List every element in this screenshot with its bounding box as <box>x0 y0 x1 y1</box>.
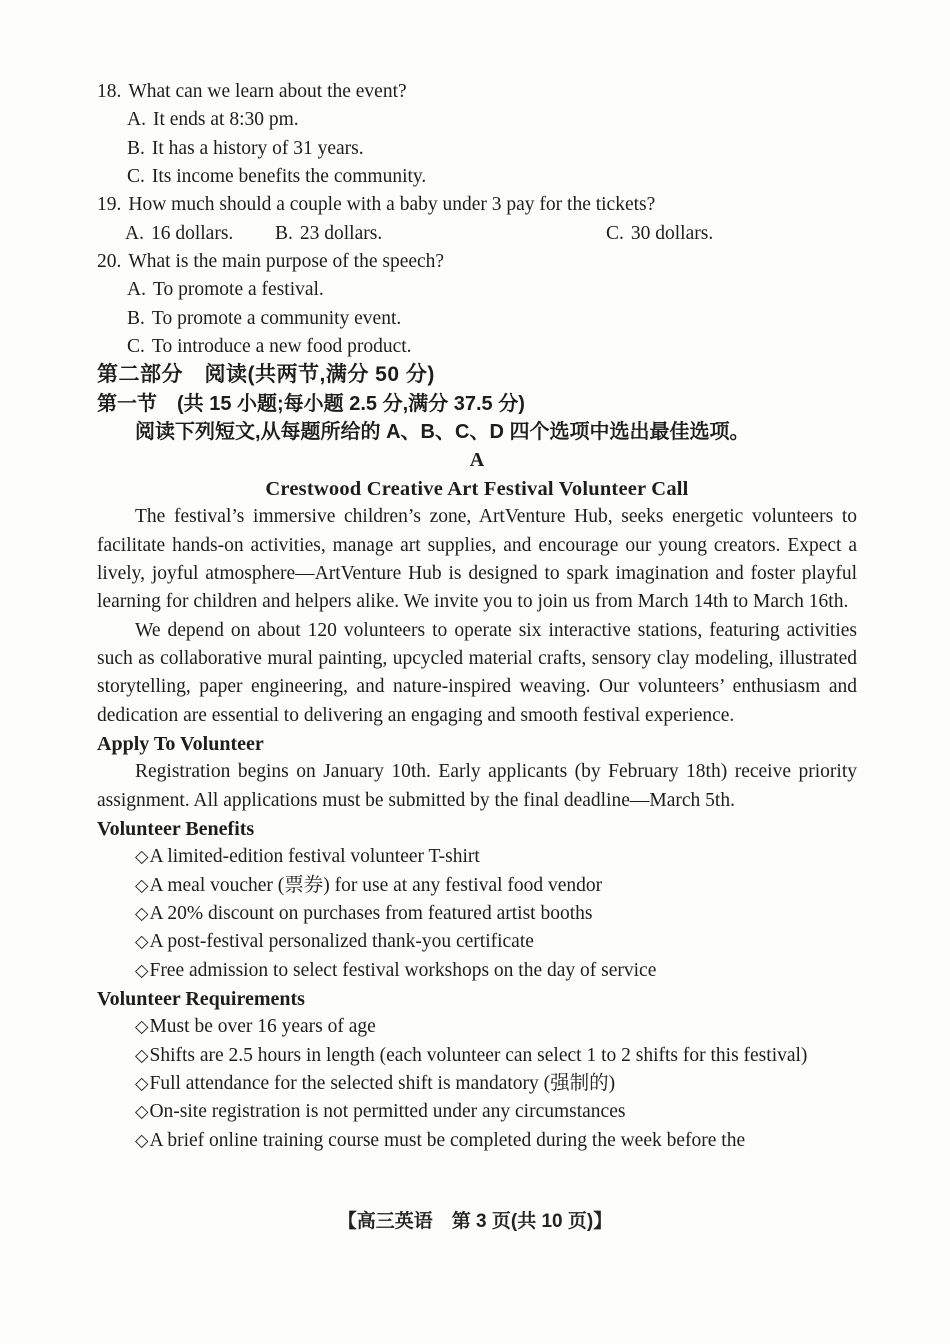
diamond-bullet-icon: ◇ <box>135 847 149 868</box>
requirement-item <box>97 1013 857 1041</box>
benefit-item <box>97 957 857 985</box>
benefit-text: A limited-edition festival volunteer T-shirt <box>149 846 480 868</box>
option-label: B. <box>275 222 293 244</box>
option-text: To promote a festival. <box>152 279 324 301</box>
diamond-bullet-icon: ◇ <box>135 903 149 924</box>
question-18-text: What can we learn about the event? <box>128 81 407 102</box>
part2-header: 第二部分 阅读(共两节,满分 50 分) <box>97 363 435 387</box>
option-text: It ends at 8:30 pm. <box>152 109 299 131</box>
question-20-option-a <box>97 276 857 304</box>
part2-section1-header: 第一节 (共 15 小题;每小题 2.5 分,满分 37.5 分) <box>97 392 525 415</box>
passage-label: A <box>469 449 485 472</box>
page-footer: 【高三英语 第 3 页(共 10 页)】 <box>337 1211 613 1232</box>
benefit-text: A 20% discount on purchases from featured artist booths <box>149 902 593 924</box>
diamond-bullet-icon: ◇ <box>135 1045 149 1066</box>
benefit-text: Free admission to select festival workshops on the day of service <box>149 959 657 981</box>
diamond-bullet-icon: ◇ <box>135 1017 149 1038</box>
diamond-bullet-icon: ◇ <box>135 875 149 896</box>
option-label: B. <box>127 137 145 159</box>
question-19-options-row <box>97 220 857 248</box>
passage-title: Crestwood Creative Art Festival Volunteer Call <box>265 477 689 500</box>
question-19-number: 19. <box>97 194 122 216</box>
benefit-text: A meal voucher (票券) for use at any festival food vendor <box>149 874 603 896</box>
question-19-option-b <box>275 220 606 248</box>
question-20-number: 20. <box>97 251 122 273</box>
passage-paragraph-1: The festival’s immersive children’s zone, ArtVenture Hub, seeks energetic volunteers to facilitate hands-on activities, manage art supplies, and encourage our young creators. Expect a lively, joyful atmosphere—ArtVenture Hub is designed to spark imagination and foster playful learning for children and helpers alike. We invite you to join us from March 14th to March 16th. <box>97 506 857 613</box>
question-block-20 <box>97 248 857 361</box>
requirements-heading: Volunteer Requirements <box>97 988 305 1010</box>
option-text: It has a history of 31 years. <box>151 137 364 159</box>
option-text: To promote a community event. <box>151 307 402 329</box>
question-20 <box>97 248 857 276</box>
requirement-item <box>97 1042 857 1070</box>
option-text: 16 dollars. <box>150 222 234 244</box>
question-block-19 <box>97 191 857 248</box>
option-text: Its income benefits the community. <box>151 166 427 188</box>
part2-instructions: 阅读下列短文,从每题所给的 A、B、C、D 四个选项中选出最佳选项。 <box>135 421 750 444</box>
requirement-item <box>97 1127 857 1155</box>
question-19-option-c <box>606 220 713 248</box>
question-20-option-b <box>97 305 857 333</box>
reading-passage-a <box>97 446 857 1155</box>
diamond-bullet-icon: ◇ <box>135 932 149 953</box>
requirement-item <box>97 1070 857 1098</box>
benefit-item <box>97 843 857 871</box>
question-19 <box>97 191 857 219</box>
diamond-bullet-icon: ◇ <box>135 1130 149 1151</box>
benefit-item <box>97 928 857 956</box>
diamond-bullet-icon: ◇ <box>135 960 149 981</box>
benefits-heading: Volunteer Benefits <box>97 817 255 840</box>
question-18-option-c <box>97 163 857 191</box>
apply-body: Registration begins on January 10th. Early applicants (by February 18th) receive priority assignment. All applications must be submitted by the final deadline—March 5th. <box>97 761 857 811</box>
option-label: B. <box>127 307 145 329</box>
apply-heading: Apply To Volunteer <box>97 732 264 755</box>
option-label: C. <box>606 222 624 244</box>
diamond-bullet-icon: ◇ <box>135 1074 149 1095</box>
question-block-18 <box>97 78 857 191</box>
question-18-number: 18. <box>97 81 122 102</box>
option-label: A. <box>125 222 144 244</box>
question-19-text: How much should a couple with a baby under 3 pay for the tickets? <box>128 194 656 216</box>
requirement-text: Shifts are 2.5 hours in length (each volunteer can select 1 to 2 shifts for this festival) <box>149 1044 808 1066</box>
requirement-text: A brief online training course must be completed during the week before the <box>149 1129 746 1151</box>
option-label: C. <box>127 336 145 358</box>
question-18 <box>97 78 857 106</box>
option-label: A. <box>127 279 146 301</box>
question-19-option-a <box>125 220 275 248</box>
benefit-text: A post-festival personalized thank-you certificate <box>149 931 534 953</box>
requirement-item <box>97 1098 857 1126</box>
requirement-text: Must be over 16 years of age <box>149 1016 376 1038</box>
passage-paragraph-2: We depend on about 120 volunteers to operate six interactive stations, featuring activities such as collaborative mural painting, upcycled material crafts, sensory clay modeling, illustrated storytelling, paper engineering, and nature-inspired weaving. Our volunteers’ enthusiasm and dedication are essential to delivering an engaging and smooth festival experience. <box>97 619 857 726</box>
question-20-text: What is the main purpose of the speech? <box>128 251 445 273</box>
requirement-text: On-site registration is not permitted under any circumstances <box>149 1101 626 1123</box>
diamond-bullet-icon: ◇ <box>135 1102 149 1123</box>
question-20-option-c <box>97 333 857 361</box>
option-text: To introduce a new food product. <box>151 336 412 358</box>
question-18-option-b <box>97 135 857 163</box>
page-content <box>97 78 857 1155</box>
option-text: 30 dollars. <box>630 222 714 244</box>
option-label: A. <box>127 109 146 131</box>
option-text: 23 dollars. <box>299 222 383 244</box>
question-18-option-a <box>97 106 857 134</box>
benefit-item <box>97 872 857 900</box>
requirement-text: Full attendance for the selected shift is mandatory (强制的) <box>149 1073 616 1095</box>
option-label: C. <box>127 166 145 188</box>
benefit-item <box>97 900 857 928</box>
